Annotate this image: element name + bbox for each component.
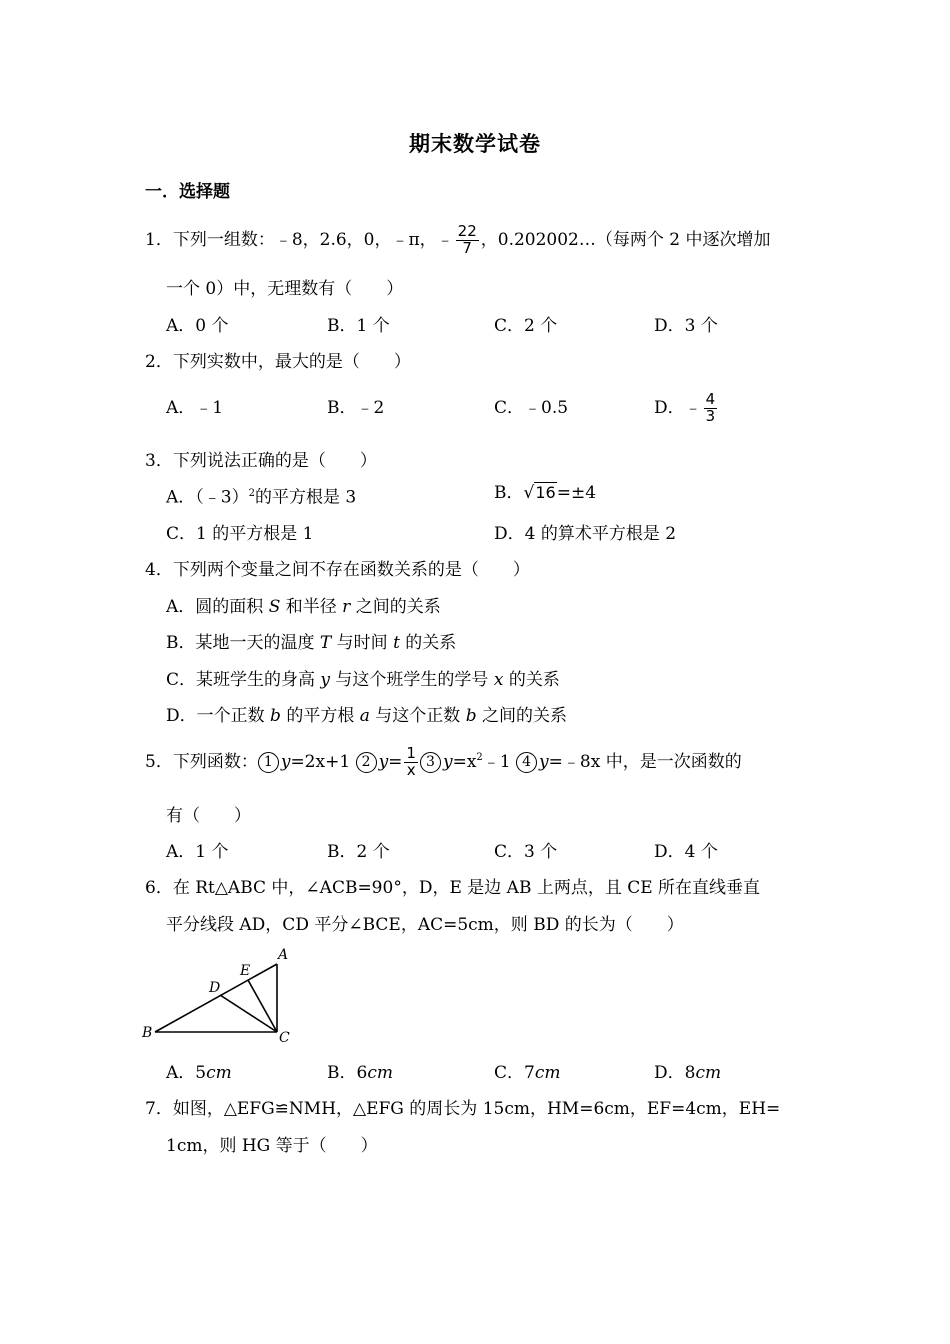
q1-stem-line2: 一个 0）中，无理数有（ ） bbox=[166, 279, 404, 299]
q3-option-c: C．1 的平方根是 1 bbox=[166, 524, 314, 544]
segment-dc bbox=[220, 995, 277, 1032]
q2-option-b: B．﹣2 bbox=[327, 398, 385, 418]
q6-option-a: A．5cm bbox=[166, 1063, 232, 1083]
q5-option-b: B．2 个 bbox=[327, 842, 390, 862]
q1-fraction: $\frac{22}{7}$ bbox=[457, 222, 477, 257]
segment-ec bbox=[248, 980, 277, 1032]
q6-option-b: B．6cm bbox=[327, 1063, 393, 1083]
q4-option-d: D．一个正数 b 的平方根 a 与这个正数 b 之间的关系 bbox=[166, 706, 567, 726]
q6-option-c: C．7cm bbox=[494, 1063, 561, 1083]
q3-option-a: A．（﹣3）$^2$的平方根是 3 bbox=[166, 487, 357, 508]
q5-stem-line1: 5．下列函数： 1 y=2x+1 2 y= $\frac{1}{x}$ 3 $y=x^2﹣1$ 4 y=﹣8x 中，是一次函数的 bbox=[145, 744, 742, 779]
label-b: B bbox=[142, 1025, 153, 1041]
q1-stem-line1: 1．下列一组数：﹣8，2.6，0，﹣π，﹣ $\frac{22}{7}$ ，0.202002…（每两个 2 中逐次增加 bbox=[145, 222, 771, 257]
q5-option-c: C．3 个 bbox=[494, 842, 558, 862]
section-heading: 一．选择题 bbox=[145, 182, 230, 202]
label-d: D bbox=[209, 980, 221, 996]
label-c: C bbox=[279, 1030, 290, 1046]
q6-stem-line1: 6．在 Rt△ABC 中，∠ACB=90°，D，E 是边 AB 上两点，且 CE 所在直线垂直 bbox=[145, 878, 761, 898]
q3-stem: 3．下列说法正确的是（ ） bbox=[145, 451, 377, 471]
q2-option-d: D．﹣ $\frac{4}{3}$ bbox=[654, 390, 716, 425]
q5-option-a: A．1 个 bbox=[166, 842, 229, 862]
q7-stem-line2: 1cm，则 HG 等于（ ） bbox=[166, 1136, 378, 1156]
q2-stem: 2．下列实数中，最大的是（ ） bbox=[145, 352, 411, 372]
q4-option-a: A．圆的面积 S 和半径 r 之间的关系 bbox=[166, 597, 441, 617]
q1-option-c: C．2 个 bbox=[494, 316, 558, 336]
q4-option-b: B．某地一天的温度 T 与时间 t 的关系 bbox=[166, 633, 457, 653]
q6-stem-line2: 平分线段 AD，CD 平分∠BCE，AC=5cm，则 BD 的长为（ ） bbox=[166, 915, 684, 935]
q4-option-c: C．某班学生的身高 y 与这个班学生的学号 x 的关系 bbox=[166, 670, 560, 690]
q7-stem-line1: 7．如图，△EFG≌NMH，△EFG 的周长为 15cm，HM=6cm，EF=4cm，EH= bbox=[145, 1099, 781, 1119]
q2-option-c: C．﹣0.5 bbox=[494, 398, 569, 418]
q1-option-d: D．3 个 bbox=[654, 316, 718, 336]
page-title: 期末数学试卷 bbox=[409, 131, 541, 156]
q5-stem-line2: 有（ ） bbox=[166, 806, 251, 826]
q5-option-d: D．4 个 bbox=[654, 842, 718, 862]
q3-option-d: D．4 的算术平方根是 2 bbox=[494, 524, 677, 544]
q1-option-b: B．1 个 bbox=[327, 316, 390, 336]
q2-option-a: A．﹣1 bbox=[166, 398, 224, 418]
label-a: A bbox=[278, 947, 289, 963]
q4-stem: 4．下列两个变量之间不存在函数关系的是（ ） bbox=[145, 560, 530, 580]
q1-option-a: A．0 个 bbox=[166, 316, 229, 336]
q3-option-b: B．√16=±4 bbox=[494, 483, 597, 503]
q6-option-d: D．8cm bbox=[654, 1063, 722, 1083]
q6-triangle-figure bbox=[140, 944, 300, 1046]
label-e: E bbox=[240, 963, 251, 979]
